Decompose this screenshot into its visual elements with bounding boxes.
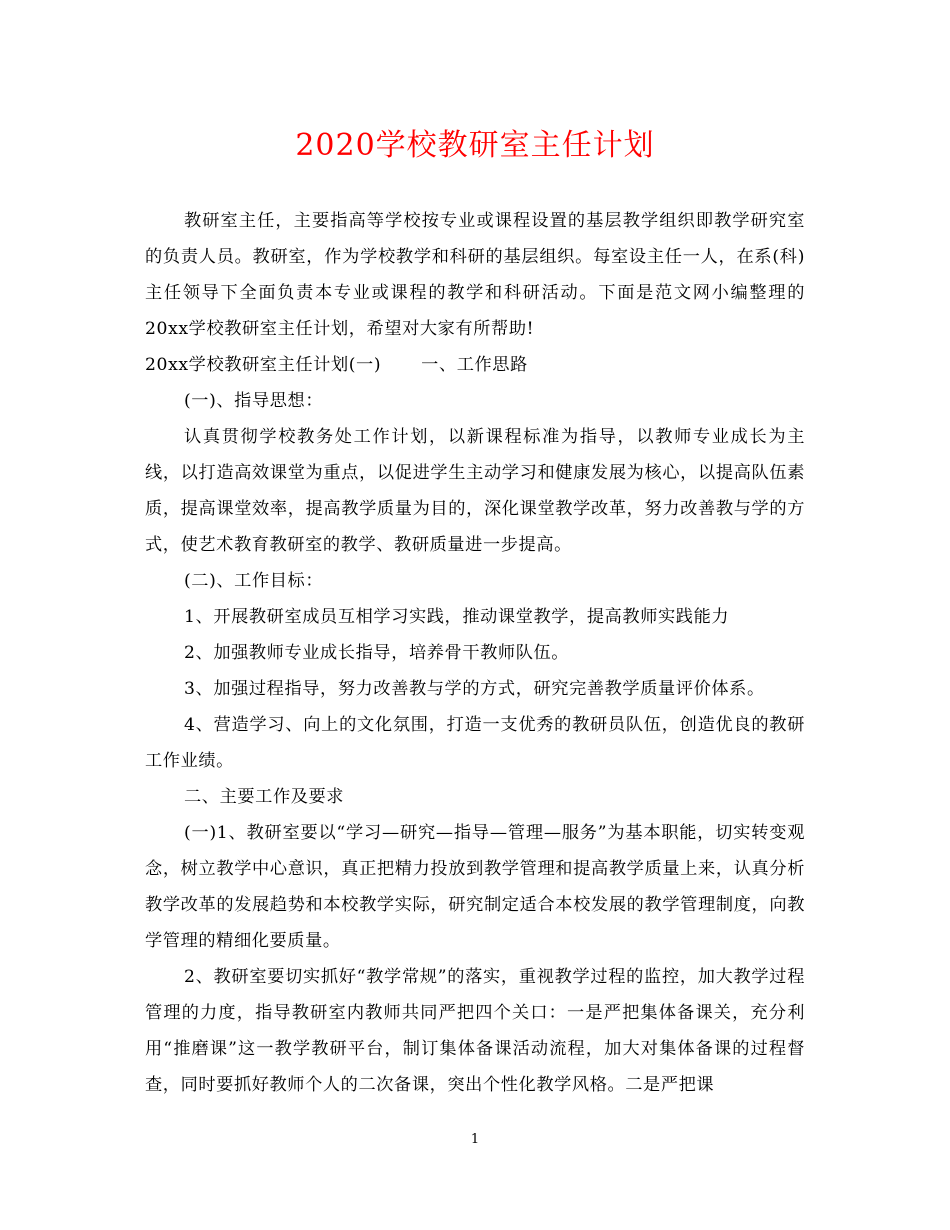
sub2-heading: (二)、工作目标： bbox=[184, 571, 324, 591]
document-body bbox=[145, 203, 805, 1103]
document-title: 2020学校教研室主任计划 bbox=[295, 128, 655, 163]
intro-paragraph: 教研室主任，主要指高等学校按专业或课程设置的基层教学组织即教学研究室的负责人员。教研室，作为学校教学和科研的基层组织。每室设主任一人，在系(科)主任领导下全面负责本专业或课程的教学和科研活动。下面是范文网小编整理的20xx学校教研室主任计划，希望对大家有所帮助! bbox=[145, 211, 805, 339]
goal-item-4: 4、营造学习、向上的文化氛围，打造一支优秀的教研员队伍，创造优良的教研工作业绩。 bbox=[145, 715, 805, 771]
work-item-1: (一)1、教研室要以“学习—研究—指导—管理—服务”为基本职能，切实转变观念，树立教学中心意识，真正把精力投放到教学管理和提高教学质量上来，认真分析教学改革的发展趋势和本校教学实际，研究制定适合本校发展的教学管理制度，向教学管理的精细化要质量。 bbox=[145, 823, 805, 951]
goal-item-2: 2、加强教师专业成长指导，培养骨干教师队伍。 bbox=[184, 643, 570, 663]
section2-heading: 二、主要工作及要求 bbox=[184, 787, 345, 807]
goal-item-3: 3、加强过程指导，努力改善教与学的方式，研究完善教学质量评价体系。 bbox=[184, 679, 765, 699]
page-number: 1 bbox=[470, 1132, 480, 1147]
plan-heading-line bbox=[145, 347, 805, 383]
guiding-paragraph: 认真贯彻学校教务处工作计划，以新课程标准为指导，以教师专业成长为主线，以打造高效课堂为重点，以促进学生主动学习和健康发展为核心，以提高队伍素质，提高课堂效率，提高教学质量为目的，深化课堂教学改革，努力改善教与学的方式，使艺术教育教研室的教学、教研质量进一步提高。 bbox=[145, 427, 805, 555]
sub1-heading: (一)、指导思想： bbox=[184, 391, 324, 411]
work-item-2: 2、教研室要切实抓好“教学常规”的落实，重视教学过程的监控，加大教学过程管理的力度，指导教研室内教师共同严把四个关口：一是严把集体备课关，充分利用“推磨课”这一教学教研平台，制订集体备课活动流程，加大对集体备课的过程督查，同时要抓好教师个人的二次备课，突出个性化教学风格。二是严把课 bbox=[145, 967, 805, 1095]
goal-item-1: 1、开展教研室成员互相学习实践，推动课堂教学，提高教师实践能力 bbox=[184, 607, 730, 627]
section1-heading: 一、工作思路 bbox=[421, 355, 528, 375]
plan-heading: 20xx学校教研室主任计划(一) bbox=[145, 355, 382, 375]
